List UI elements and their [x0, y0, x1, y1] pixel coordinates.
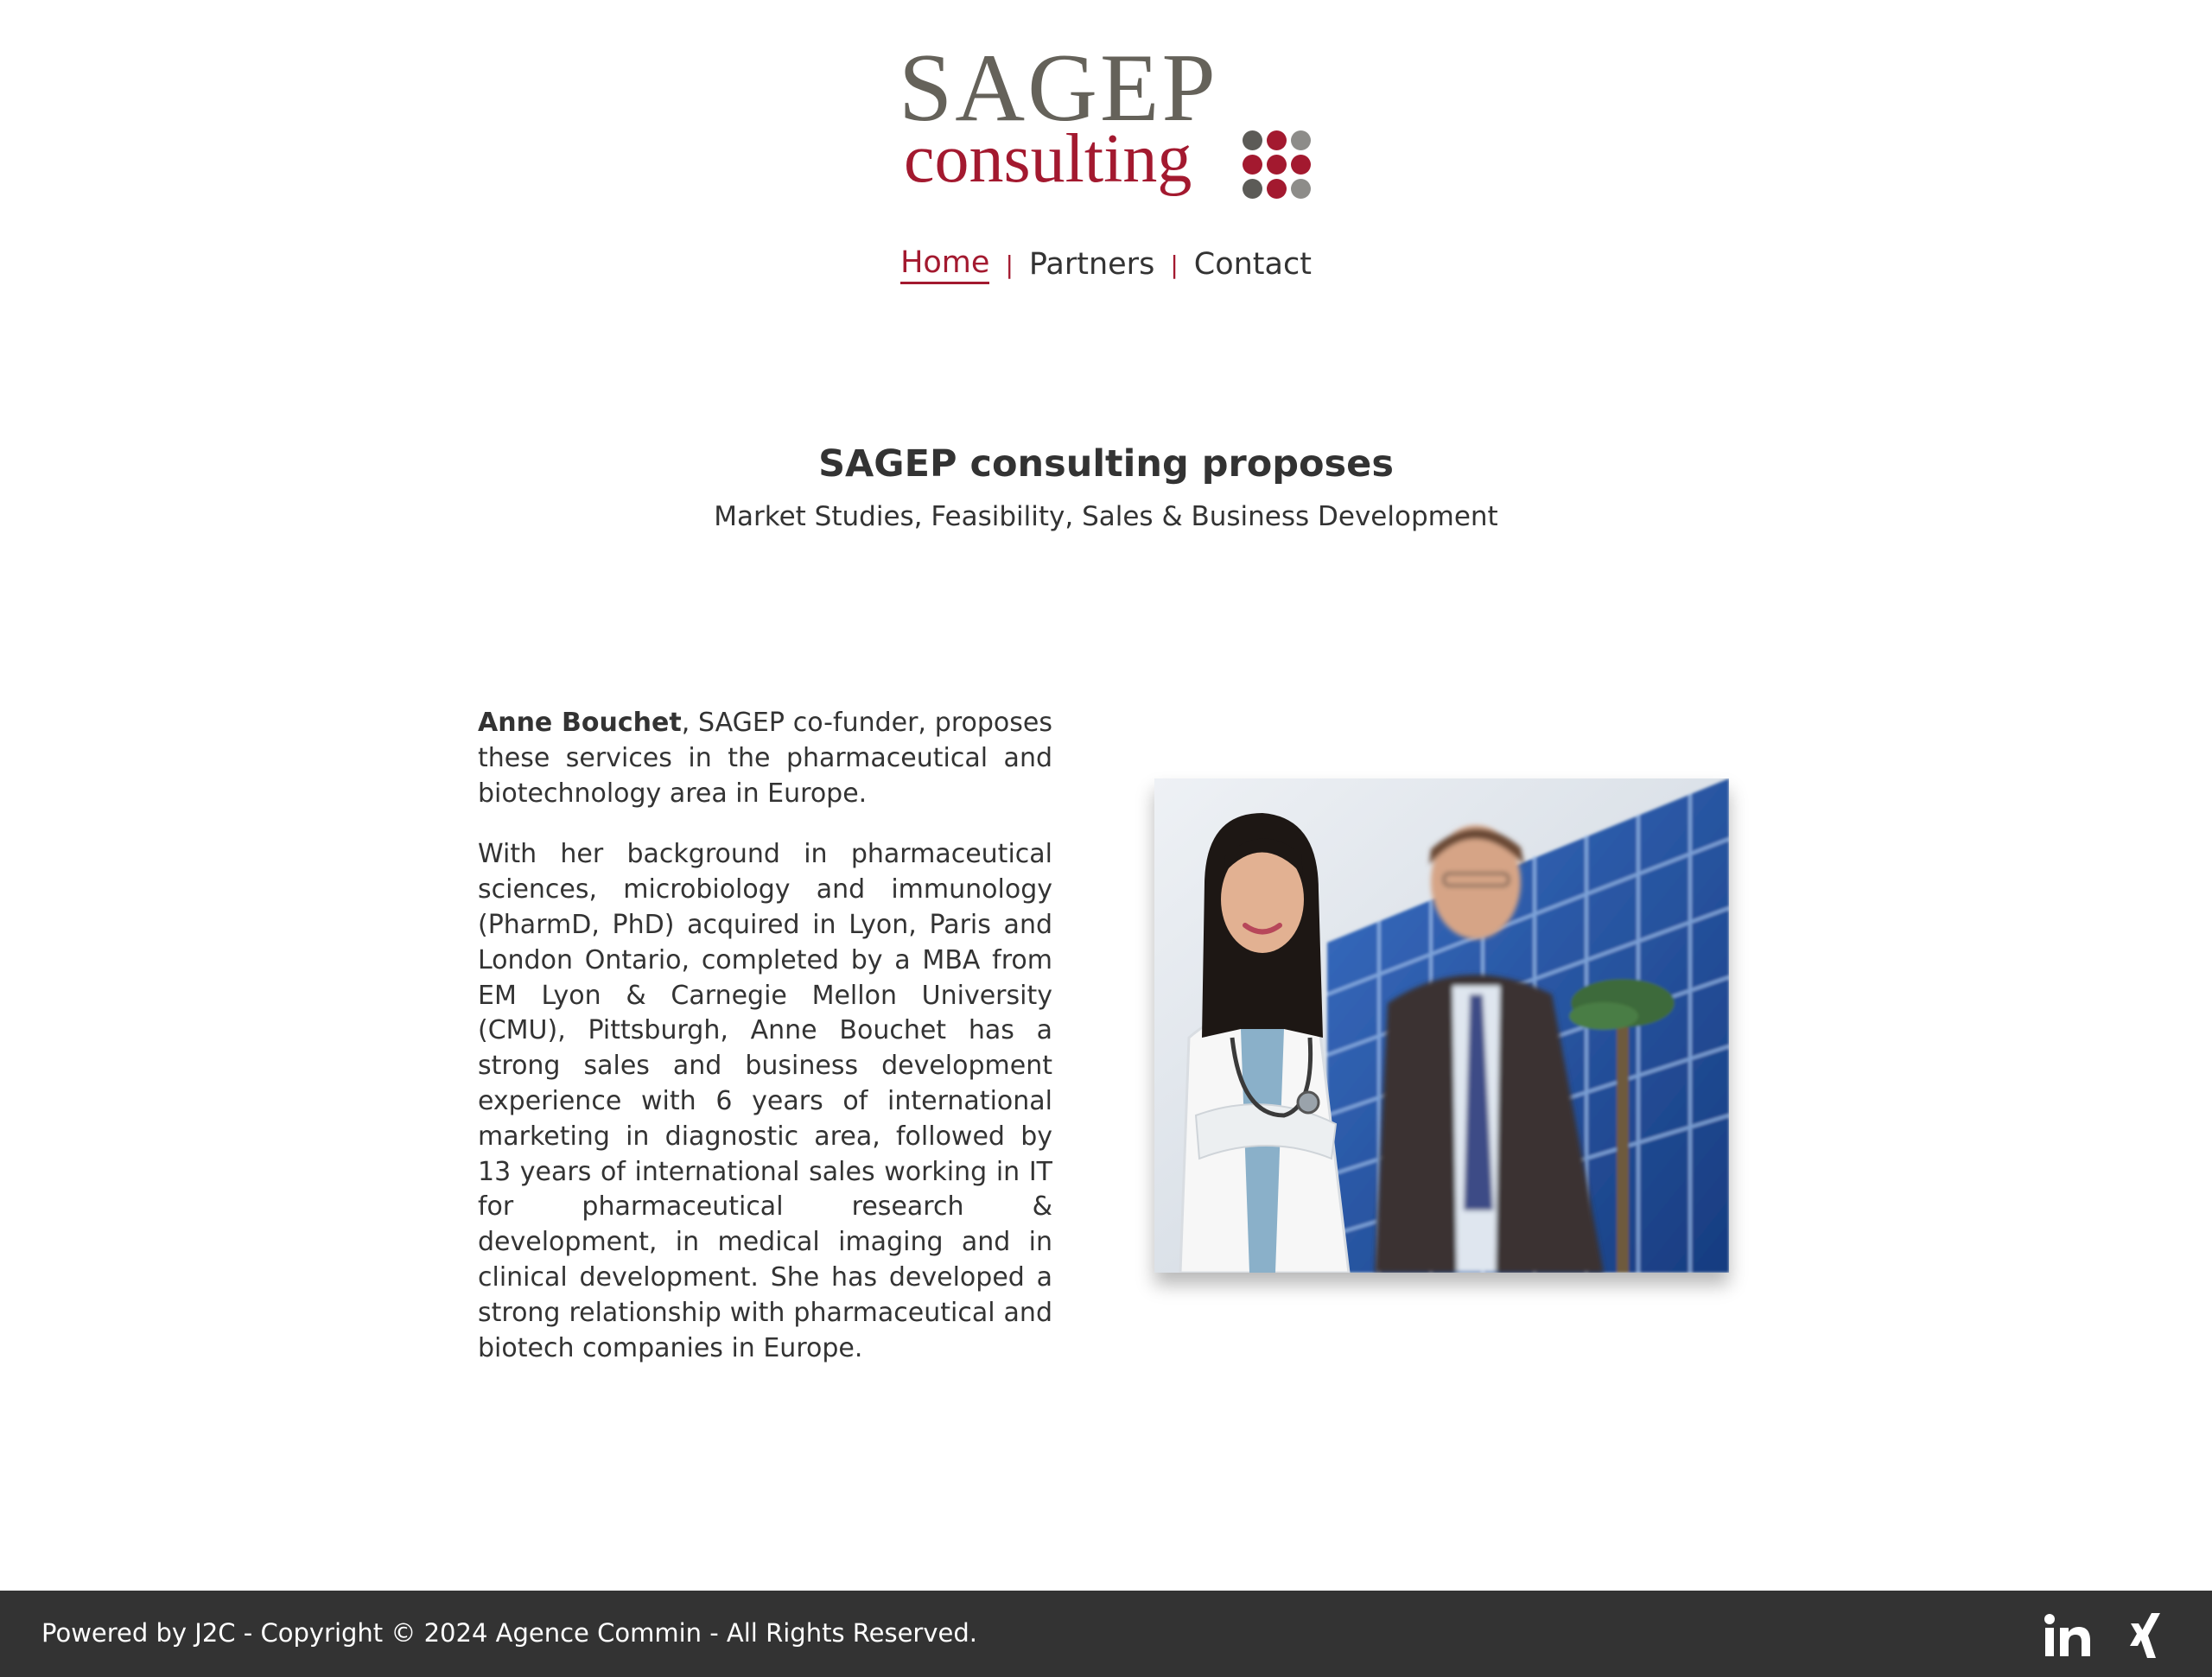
nav-separator: | [1170, 250, 1179, 279]
team-photo [1154, 778, 1729, 1273]
nav-contact-link[interactable]: Contact [1193, 247, 1312, 282]
page-title: SAGEP consulting proposes [818, 442, 1394, 486]
bio-background-paragraph: With her background in pharmaceutical sciences, microbiology and immunology (PharmD, PhD) acquired in Lyon, Paris and London Ontario, completed by a MBA from EM Lyon & Carnegie Mellon University (CMU), Pittsburgh, Anne Bouchet has a strong sales and business development experience with 6 years of international marketing in diagnostic area, followed by 13 years of international sales working in IT for pharmaceutical research & development, in medical imaging and in clinical development. She has developed a strong relationship with pharmaceutical and biotech companies in Europe. [478, 839, 1052, 1363]
footer-copyright: Powered by J2C - Copyright © 2024 Agence Commin - All Rights Reserved. [41, 1618, 977, 1648]
bio-intro-paragraph [478, 706, 1052, 811]
nav-separator: | [1005, 250, 1014, 279]
logo-wordmark-sagep: SAGEP [899, 35, 1218, 142]
bio-intro-text: , SAGEP co-funder, proposes these services in the pharmaceutical and biotechnology area in Europe. [478, 708, 1052, 809]
logo-wordmark-consulting: consulting [904, 121, 1192, 197]
xing-icon[interactable] [2127, 1613, 2164, 1658]
nav-home-link[interactable]: Home [900, 245, 989, 284]
logo-dots-icon [1243, 130, 1317, 200]
bio-name: Anne Bouchet [478, 708, 682, 738]
bio-section [478, 706, 1052, 1392]
main-nav [0, 238, 2212, 290]
site-footer [0, 1591, 2212, 1677]
nav-partners-link[interactable]: Partners [1028, 247, 1155, 282]
linkedin-icon[interactable] [2044, 1613, 2092, 1658]
sagep-logo [899, 35, 1313, 201]
page-subtitle: Market Studies, Feasibility, Sales & Business Development [714, 501, 1498, 532]
